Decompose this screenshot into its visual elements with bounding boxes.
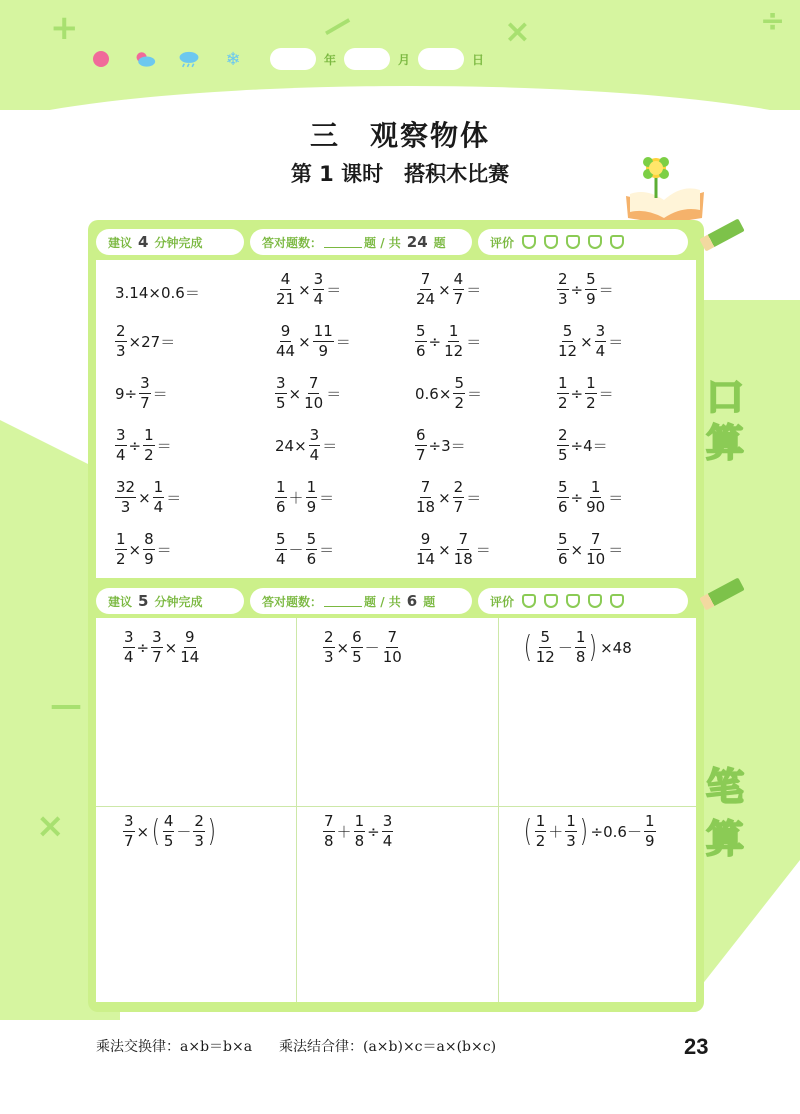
oral-problem: 0.6× $\frac{5}{2}$ ＝ [415, 374, 482, 412]
book-flower-icon [622, 152, 708, 224]
date-row [90, 44, 488, 74]
oral-problem: $\frac{9}{44}$ × $\frac{11}{9}$ ＝ [276, 322, 351, 360]
month-box[interactable] [344, 48, 390, 70]
times-deco-icon: × [504, 12, 531, 50]
written-time-pill [96, 588, 244, 614]
page-title: 三 观察物体 [309, 119, 490, 152]
oral-problem: $\frac{3}{4}$ ÷ $\frac{1}{2}$ ＝ [116, 426, 172, 464]
thumb-icon[interactable] [544, 235, 558, 249]
oral-problem: $\frac{2}{5}$ ÷4＝ [558, 426, 608, 464]
thumb-icon[interactable] [588, 594, 602, 608]
cloudy-sun-icon [134, 48, 156, 70]
grid-divider [498, 618, 499, 1002]
oral-problem: $\frac{5}{6}$ × $\frac{7}{10}$ ＝ [558, 530, 624, 568]
oral-problem: $\frac{3}{5}$ × $\frac{7}{10}$ ＝ [276, 374, 342, 412]
day-label: 日 [472, 52, 485, 67]
grid-divider [296, 618, 297, 1002]
oral-problem: $\frac{1}{6}$ ＋ $\frac{1}{9}$ ＝ [276, 478, 335, 516]
written-side-label-2: 算 [706, 817, 745, 861]
sun-icon [90, 48, 112, 70]
oral-problem: $\frac{4}{21}$ × $\frac{3}{4}$ ＝ [276, 270, 342, 308]
oral-problem: $\frac{5}{12}$ × $\frac{3}{4}$ ＝ [558, 322, 624, 360]
written-score-pill [250, 588, 472, 614]
answered-blank[interactable] [324, 595, 362, 607]
oral-problem: 9÷ $\frac{3}{7}$ ＝ [115, 374, 168, 412]
thumb-icon[interactable] [610, 235, 624, 249]
total-count: 6 [406, 592, 418, 610]
oral-info-bar [96, 229, 696, 255]
answered-label: 答对题数： [262, 235, 323, 250]
suggest-minutes: 5 [138, 592, 149, 610]
answered-blank[interactable] [324, 236, 362, 248]
page-subtitle: 第 1 课时 搭积木比赛 [290, 162, 510, 186]
written-problem: ( $\frac{5}{12}$ － $\frac{1}{8}$ ) ×48 [523, 628, 632, 666]
oral-score-pill [250, 229, 472, 255]
oral-problem: 3.14×0.6＝ [115, 284, 200, 302]
oral-problem: $\frac{2}{3}$ ×27＝ [116, 322, 176, 360]
answered-label: 答对题数： [262, 594, 323, 609]
total-suffix: 题 [423, 594, 436, 609]
answered-mid: 题 / 共 [364, 235, 401, 250]
divide-deco-icon: ÷ [760, 4, 786, 39]
thumb-icon[interactable] [610, 594, 624, 608]
written-problem: $\frac{2}{3}$ × $\frac{6}{5}$ － $\frac{7}{10}$ [324, 628, 402, 666]
day-box[interactable] [418, 48, 464, 70]
rating-label: 评价 [490, 594, 515, 609]
suggest-suffix: 分钟完成 [154, 594, 203, 609]
year-label: 年 [324, 52, 337, 67]
oral-problem: $\frac{5}{6}$ ÷ $\frac{1}{12}$ ＝ [416, 322, 482, 360]
suggest-label: 建议 [108, 594, 133, 609]
oral-problem: $\frac{7}{18}$ × $\frac{2}{7}$ ＝ [416, 478, 482, 516]
grid-divider [96, 806, 696, 807]
oral-rating-pill [478, 229, 688, 255]
month-label: 月 [398, 52, 411, 67]
times-deco-icon: × [36, 806, 65, 846]
oral-side-label-2: 算 [706, 421, 745, 465]
snow-icon: ❄ [225, 48, 241, 69]
written-side-label-1: 笔 [706, 765, 745, 809]
oral-problem: $\frac{7}{24}$ × $\frac{4}{7}$ ＝ [416, 270, 482, 308]
year-box[interactable] [270, 48, 316, 70]
written-problem: $\frac{3}{4}$ ÷ $\frac{3}{7}$ × $\frac{9}{14}$ [124, 628, 200, 666]
thumb-icon[interactable] [566, 594, 580, 608]
oral-problem: $\frac{32}{3}$ × $\frac{1}{4}$ ＝ [116, 478, 182, 516]
total-count: 24 [406, 233, 428, 251]
thumb-icon[interactable] [522, 594, 536, 608]
oral-problem: $\frac{1}{2}$ ÷ $\frac{1}{2}$ ＝ [558, 374, 614, 412]
plus-deco-icon: + [50, 8, 79, 48]
thumb-icon[interactable] [566, 235, 580, 249]
minus-deco-icon: — [50, 686, 82, 724]
commutative-law: 乘法交换律：a×b＝b×a [96, 1039, 253, 1055]
oral-problem: $\frac{5}{4}$ － $\frac{5}{6}$ ＝ [276, 530, 335, 568]
written-problem: $\frac{7}{8}$ ＋ $\frac{1}{8}$ ÷ $\frac{3}{4}$ [324, 812, 393, 850]
oral-problem: $\frac{9}{14}$ × $\frac{7}{18}$ ＝ [416, 530, 491, 568]
oral-side-label-1: 口 [706, 375, 745, 419]
oral-problem: 24× $\frac{3}{4}$ ＝ [275, 426, 338, 464]
suggest-label: 建议 [108, 235, 133, 250]
written-exercise-area [96, 618, 696, 1002]
written-info-bar [96, 588, 696, 614]
thumb-icon[interactable] [588, 235, 602, 249]
thumb-icon[interactable] [522, 235, 536, 249]
oral-problem: $\frac{6}{7}$ ÷3＝ [416, 426, 466, 464]
footer-rules [96, 1036, 496, 1056]
oral-exercise-area [96, 260, 696, 578]
total-suffix: 题 [433, 235, 446, 250]
associative-law: 乘法结合律：(a×b)×c＝a×(b×c) [278, 1039, 497, 1055]
written-problem: $\frac{3}{7}$ × ( $\frac{4}{5}$ － $\frac{2}{3}$ ) [124, 812, 216, 850]
suggest-suffix: 分钟完成 [154, 235, 203, 250]
written-problem: ( $\frac{1}{2}$ ＋ $\frac{1}{3}$ ) ÷0.6－ $\frac{1}{9}$ [523, 812, 655, 850]
suggest-minutes: 4 [138, 233, 149, 251]
rating-label: 评价 [490, 235, 515, 250]
minus-deco-icon: — [315, 2, 359, 49]
oral-problem: $\frac{1}{2}$ × $\frac{8}{9}$ ＝ [116, 530, 172, 568]
answered-mid: 题 / 共 [364, 594, 401, 609]
oral-time-pill [96, 229, 244, 255]
rain-icon [178, 48, 200, 70]
page-number: 23 [684, 1034, 709, 1059]
written-rating-pill [478, 588, 688, 614]
thumb-icon[interactable] [544, 594, 558, 608]
oral-problem: $\frac{2}{3}$ ÷ $\frac{5}{9}$ ＝ [558, 270, 614, 308]
oral-problem: $\frac{5}{6}$ ÷ $\frac{1}{90}$ ＝ [558, 478, 624, 516]
